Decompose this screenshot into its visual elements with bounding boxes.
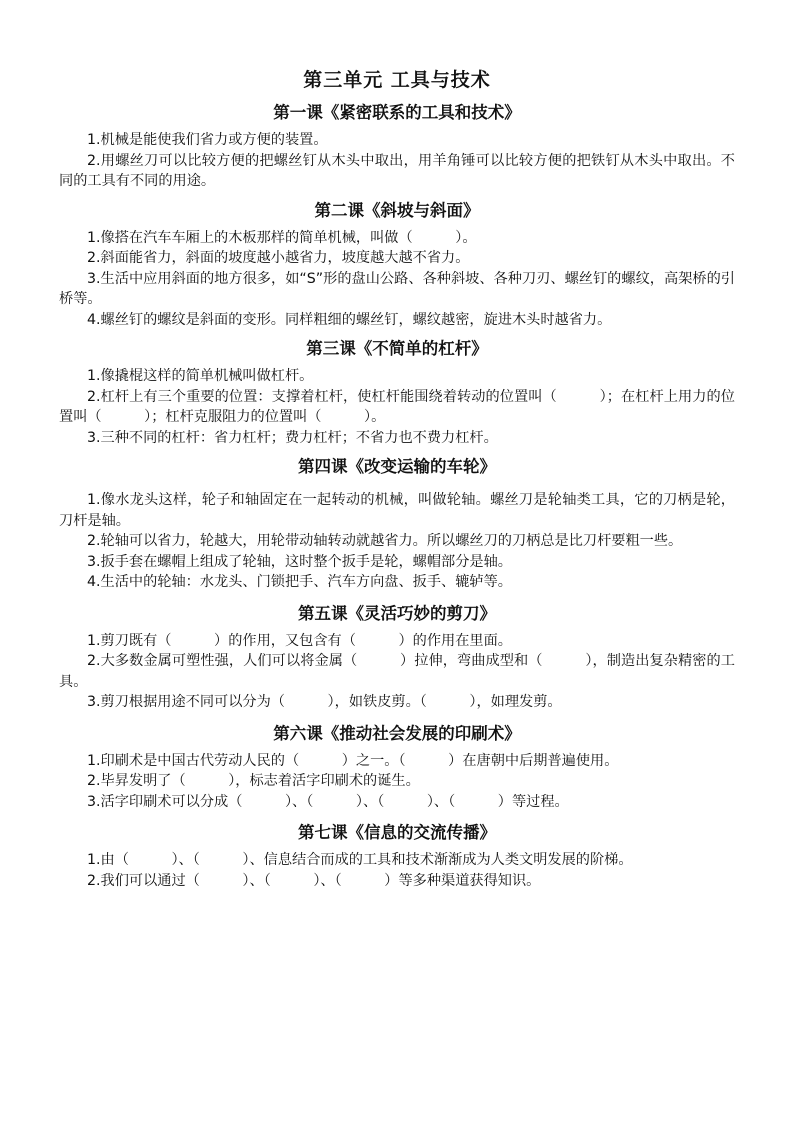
lesson-item: 2.大多数金属可塑性强，人们可以将金属（ ）拉伸，弯曲成型和（ ），制造出复杂精密的工具。 [59,653,735,690]
lesson-item: 3.三种不同的杠杆：省力杠杆；费力杠杆；不省力也不费力杠杆。 [87,429,498,446]
lesson-item: 2.毕昇发明了（ ），标志着活字印刷术的诞生。 [87,773,420,789]
lesson-item: 2.我们可以通过（ ）、（ ）、（ ）等多种渠道获得知识。 [87,872,541,889]
lesson-title: 第四课《改变运输的车轮》 [298,457,496,476]
lesson-item: 2.轮轴可以省力，轮越大，用轮带动轴转动就越省力。所以螺丝刀的刀柄总是比刀杆要粗一些。 [87,533,683,549]
lesson-title: 第一课《紧密联系的工具和技术》 [273,103,521,122]
document-page [59,66,735,891]
lesson-7 [59,820,735,891]
lesson-item: 1.由（ ）、（ ）、信息结合而成的工具和技术渐渐成为人类文明发展的阶梯。 [87,852,633,868]
lesson-item: 3.活字印刷术可以分成（ ）、（ ）、（ ）、（ ）等过程。 [87,793,569,810]
lesson-item: 4.螺丝钉的螺纹是斜面的变形。同样粗细的螺丝钉，螺纹越密，旋进木头时越省力。 [87,311,612,328]
lesson-item: 1.剪刀既有（ ）的作用，又包含有（ ）的作用在里面。 [87,632,512,649]
lesson-item: 2.杠杆上有三个重要的位置：支撑着杠杆，使杠杆能围绕着转动的位置叫（ ）；在杠杆上用力的位置叫（ ）；杠杆克服阻力的位置叫（ ）。 [59,388,735,425]
lesson-item: 3.扳手套在螺帽上组成了轮轴，这时整个扳手是轮，螺帽部分是轴。 [87,553,512,570]
lesson-item: 1.像撬棍这样的简单机械叫做杠杆。 [87,368,314,384]
lesson-item: 4.生活中的轮轴：水龙头、门锁把手、汽车方向盘、扳手、辘轳等。 [87,574,512,590]
lesson-item: 1.像搭在汽车车厢上的木板那样的简单机械，叫做（ ）。 [87,229,477,246]
lesson-2 [59,198,735,331]
lesson-item: 2.用螺丝刀可以比较方便的把螺丝钉从木头中取出，用羊角锤可以比较方便的把铁钉从木头中取出。不同的工具有不同的用途。 [59,152,735,189]
lesson-title: 第五课《灵活巧妙的剪刀》 [298,603,496,623]
lesson-title: 第六课《推动社会发展的印刷术》 [273,723,521,743]
lesson-title: 第二课《斜坡与斜面》 [314,200,480,220]
lesson-item: 1.印刷术是中国古代劳动人民的（ ）之一。（ ）在唐朝中后期普遍使用。 [87,752,619,769]
lesson-3 [59,336,735,448]
lesson-item: 2.斜面能省力，斜面的坡度越小越省力，坡度越大越不省力。 [87,250,470,266]
lesson-5 [59,601,735,713]
lesson-item: 3.剪刀根据用途不同可以分为（ ），如铁皮剪。（ ），如理发剪。 [87,694,562,710]
lesson-title: 第三课《不简单的杠杆》 [306,339,488,358]
unit-title: 第三单元 工具与技术 [303,69,491,91]
lesson-4 [59,454,735,593]
lesson-item: 1.像水龙头这样，轮子和轴固定在一起转动的机械，叫做轮轴。螺丝刀是轮轴类工具，它的刀柄是轮，刀杆是轴。 [59,492,735,529]
lesson-title: 第七课《信息的交流传播》 [298,823,496,842]
lesson-6 [59,721,735,813]
lesson-item: 3.生活中应用斜面的地方很多，如“S”形的盘山公路、各种斜坡、各种刀刃、螺丝钉的螺纹，高架桥的引桥等。 [59,270,735,307]
lesson-item: 1.机械是能使我们省力或方便的装置。 [87,132,328,148]
lesson-1 [59,100,735,192]
